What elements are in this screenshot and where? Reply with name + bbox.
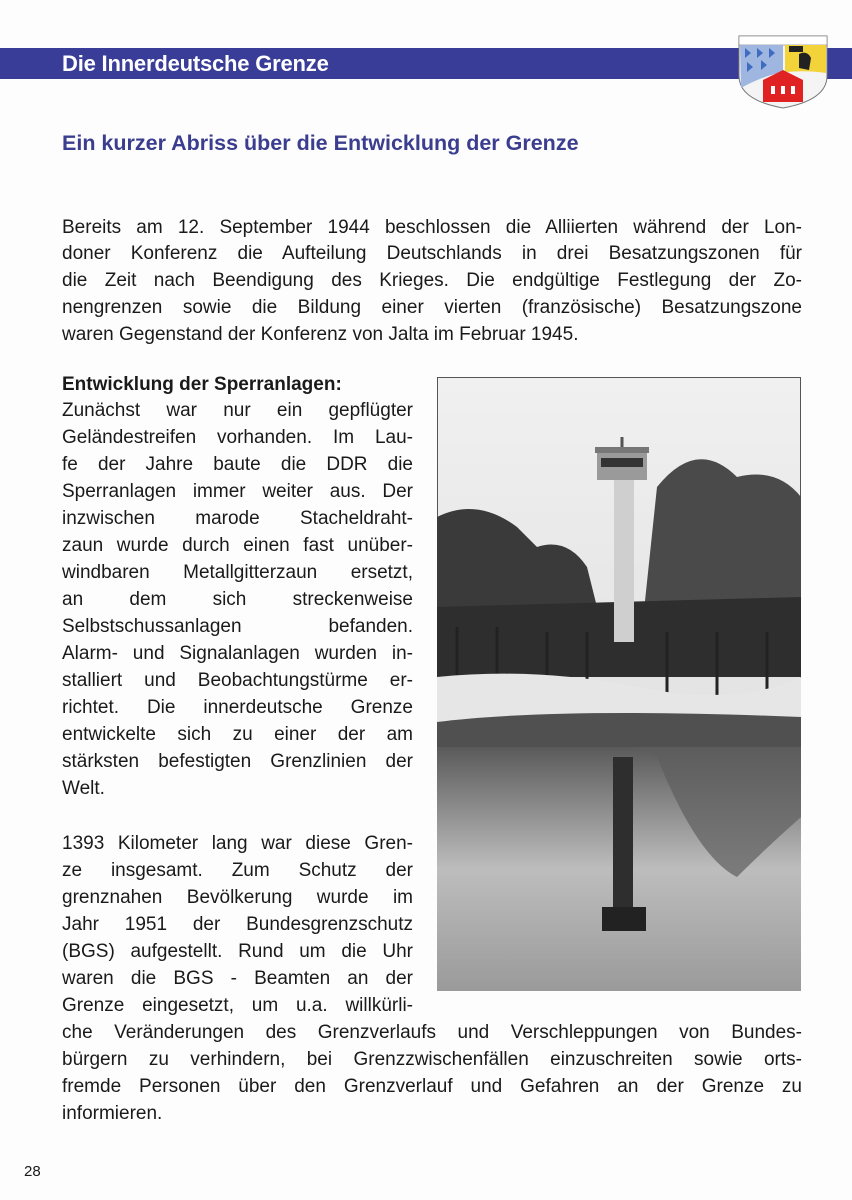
text-line: ze insgesamt. Zum Schutz der [62,860,413,881]
watchtower-photo [437,377,801,991]
text-line: che Veränderungen des Grenzverlaufs und Verschleppungen von Bundes- [62,1022,802,1043]
text-line: richtet. Die innerdeutsche Grenze [62,697,413,718]
article-subtitle: Ein kurzer Abriss über die Entwicklung der Grenze [62,131,579,155]
text-line: waren Gegenstand der Konferenz von Jalta im Februar 1945. [62,324,579,345]
text-line: Alarm- und Signalanlagen wurden in- [62,643,413,664]
text-line: windbaren Metallgitterzaun ersetzt, [62,562,413,583]
header-title: Die Innerdeutsche Grenze [62,51,329,76]
text-line: stärksten befestigten Grenzlinien der [62,751,413,772]
text-line: bürgern zu verhindern, bei Grenzzwischenfällen einzuschreiten sowie orts- [62,1049,802,1070]
coat-of-arms-logo [733,28,833,110]
text-line: an dem sich streckenweise [62,589,413,610]
text-line: Zunächst war nur ein gepflügter [62,400,413,421]
text-line: Geländestreifen vorhanden. Im Lau- [62,427,413,448]
text-line: die Zeit nach Beendigung des Krieges. Die endgültige Festlegung der Zo- [62,270,802,291]
text-line: (BGS) aufgestellt. Rund um die Uhr [62,941,413,962]
text-line: doner Konferenz die Aufteilung Deutschlands in drei Besatzungszonen für [62,243,802,264]
text-line: inzwischen marode Stacheldraht- [62,508,413,529]
text-line: nengrenzen sowie die Bildung einer vierten (französische) Besatzungszone [62,297,802,318]
text-line: 1393 Kilometer lang war diese Gren- [62,833,413,854]
text-line: Sperranlagen immer weiter aus. Der [62,481,413,502]
text-line: Welt. [62,778,105,799]
text-line: Bereits am 12. September 1944 beschlossen die Alliierten während der Lon- [62,217,802,238]
text-line: stalliert und Beobachtungstürme er- [62,670,413,691]
text-line: informieren. [62,1103,163,1124]
page-number: 28 [24,1163,41,1180]
text-line: entwickelte sich zu einer der am [62,724,413,745]
text-line: zaun wurde durch einen fast unüber- [62,535,413,556]
text-line: waren die BGS - Beamten an der [62,968,413,989]
section-heading: Entwicklung der Sperranlagen: [62,374,342,395]
text-line: fremde Personen über den Grenzverlauf und Gefahren an der Grenze zu [62,1076,802,1097]
text-line: fe der Jahre baute die DDR die [62,454,413,475]
text-line: Grenze eingesetzt, um u.a. willkürli- [62,995,413,1016]
text-line: Selbstschussanlagen befanden. [62,616,413,637]
text-line: grenznahen Bevölkerung wurde im [62,887,413,908]
text-line: Jahr 1951 der Bundesgrenzschutz [62,914,413,935]
